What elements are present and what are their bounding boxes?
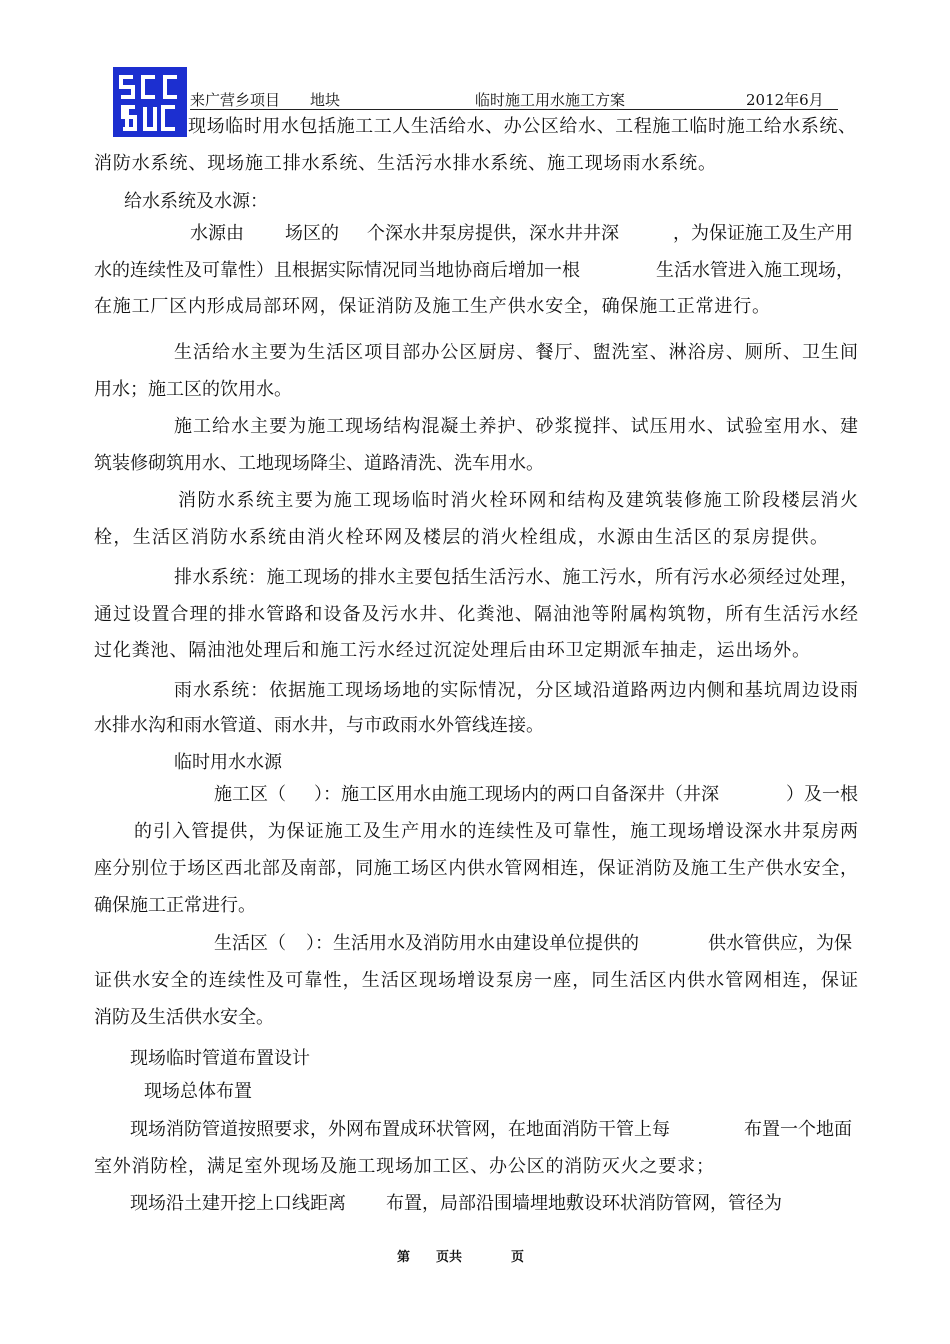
- text-line: 通过设置合理的排水管路和设备及污水井、化粪池、隔油池等附属构筑物，所有生活污水经: [94, 604, 858, 625]
- text-fragment: 水的连续性及可靠性）且根据实际情况同当地协商后增加一根: [94, 260, 580, 281]
- text-line: 施工给水主要为施工现场结构混凝土养护、砂浆搅拌、试压用水、试验室用水、建: [174, 416, 858, 437]
- text-line: 座分别位于场区西北部及南部，同施工场区内供水管网相连，保证消防及施工生产供水安全，: [94, 858, 858, 879]
- header-date: 2012年6月: [746, 91, 824, 109]
- text-fragment: ）：施工区用水由施工现场内的两口自备深井（井深: [314, 784, 719, 805]
- text-line: 生活给水主要为生活区项目部办公区厨房、餐厅、盥洗室、淋浴房、厕所、卫生间: [174, 342, 858, 363]
- text-line: 现场临时用水包括施工工人生活给水、办公区给水、工程施工临时施工给水系统、: [188, 116, 856, 137]
- text-line: 室外消防栓，满足室外现场及施工现场加工区、办公区的消防灭火之要求；: [94, 1156, 714, 1177]
- text-line: 的引入管提供，为保证施工及生产用水的连续性及可靠性，施工现场增设深水井泵房两: [134, 821, 858, 842]
- text-fragment: 布置一个地面: [744, 1119, 852, 1140]
- text-line: 消防水系统、现场施工排水系统、生活污水排水系统、施工现场雨水系统。: [94, 153, 716, 174]
- text-fragment: 布置，局部沿围墙埋地敷设环状消防管网，管径为: [386, 1193, 782, 1214]
- footer-page-label: 第: [397, 1250, 411, 1265]
- text-fragment: ）：生活用水及消防用水由建设单位提供的: [306, 933, 639, 954]
- text-line: 栓，生活区消防水系统由消火栓环网及楼层的消火栓组成，水源由生活区的泵房提供。: [94, 527, 828, 548]
- text-fragment: 供水管供应，为保: [708, 933, 852, 954]
- text-fragment: 生活水管进入施工现场，: [656, 260, 854, 281]
- text-line: 排水系统：施工现场的排水主要包括生活污水、施工污水，所有污水必须经过处理，: [174, 567, 858, 588]
- text-fragment: ，为保证施工及生产用: [673, 223, 853, 244]
- text-line: 消防及生活供水安全。: [94, 1007, 274, 1028]
- text-fragment: 施工区（: [214, 784, 286, 805]
- text-line: 用水；施工区的饮用水。: [94, 379, 292, 400]
- text-line: 水排水沟和雨水管道、雨水井，与市政雨水外管线连接。: [94, 715, 544, 736]
- section-heading: 现场临时管道布置设计: [130, 1048, 310, 1069]
- page-header: [190, 89, 838, 110]
- text-fragment: 生活区（: [214, 933, 286, 954]
- text-line: 消防水系统主要为施工现场临时消火栓环网和结构及建筑装修施工阶段楼层消火: [178, 490, 858, 511]
- text-line: 证供水安全的连续性及可靠性，生活区现场增设泵房一座，同生活区内供水管网相连，保证: [94, 970, 858, 991]
- text-line: 过化粪池、隔油池处理后和施工污水经过沉淀处理后由环卫定期派车抽走，运出场外。: [94, 640, 810, 661]
- text-fragment: 个深水井泵房提供，深水井井深: [367, 223, 619, 244]
- text-fragment: ）及一根: [786, 784, 858, 805]
- footer-page-unit: 页: [511, 1250, 525, 1265]
- text-line: 筑装修砌筑用水、工地现场降尘、道路清洗、洗车用水。: [94, 453, 544, 474]
- header-plot: 地块: [310, 91, 341, 109]
- text-line: 确保施工正常进行。: [94, 895, 256, 916]
- section-heading: 临时用水水源: [174, 752, 282, 773]
- subsection-heading: 现场总体布置: [144, 1081, 252, 1102]
- text-fragment: 场区的: [285, 223, 339, 244]
- footer-page-total-label: 页共: [436, 1250, 463, 1265]
- text-fragment: 现场消防管道按照要求，外网布置成环状管网，在地面消防干管上每: [130, 1119, 670, 1140]
- header-project: 来广营乡项目: [190, 91, 281, 109]
- section-heading: 给水系统及水源：: [124, 191, 268, 212]
- text-fragment: 现场沿土建开挖上口线距离: [130, 1193, 346, 1214]
- header-doc-title: 临时施工用水施工方案: [475, 91, 626, 109]
- text-fragment: 水源由: [190, 223, 244, 244]
- text-line: 雨水系统：依据施工现场场地的实际情况，分区域沿道路两边内侧和基坑周边设雨: [174, 680, 858, 701]
- text-line: 在施工厂区内形成局部环网，保证消防及施工生产供水安全，确保施工正常进行。: [94, 296, 770, 317]
- company-logo: [113, 67, 187, 137]
